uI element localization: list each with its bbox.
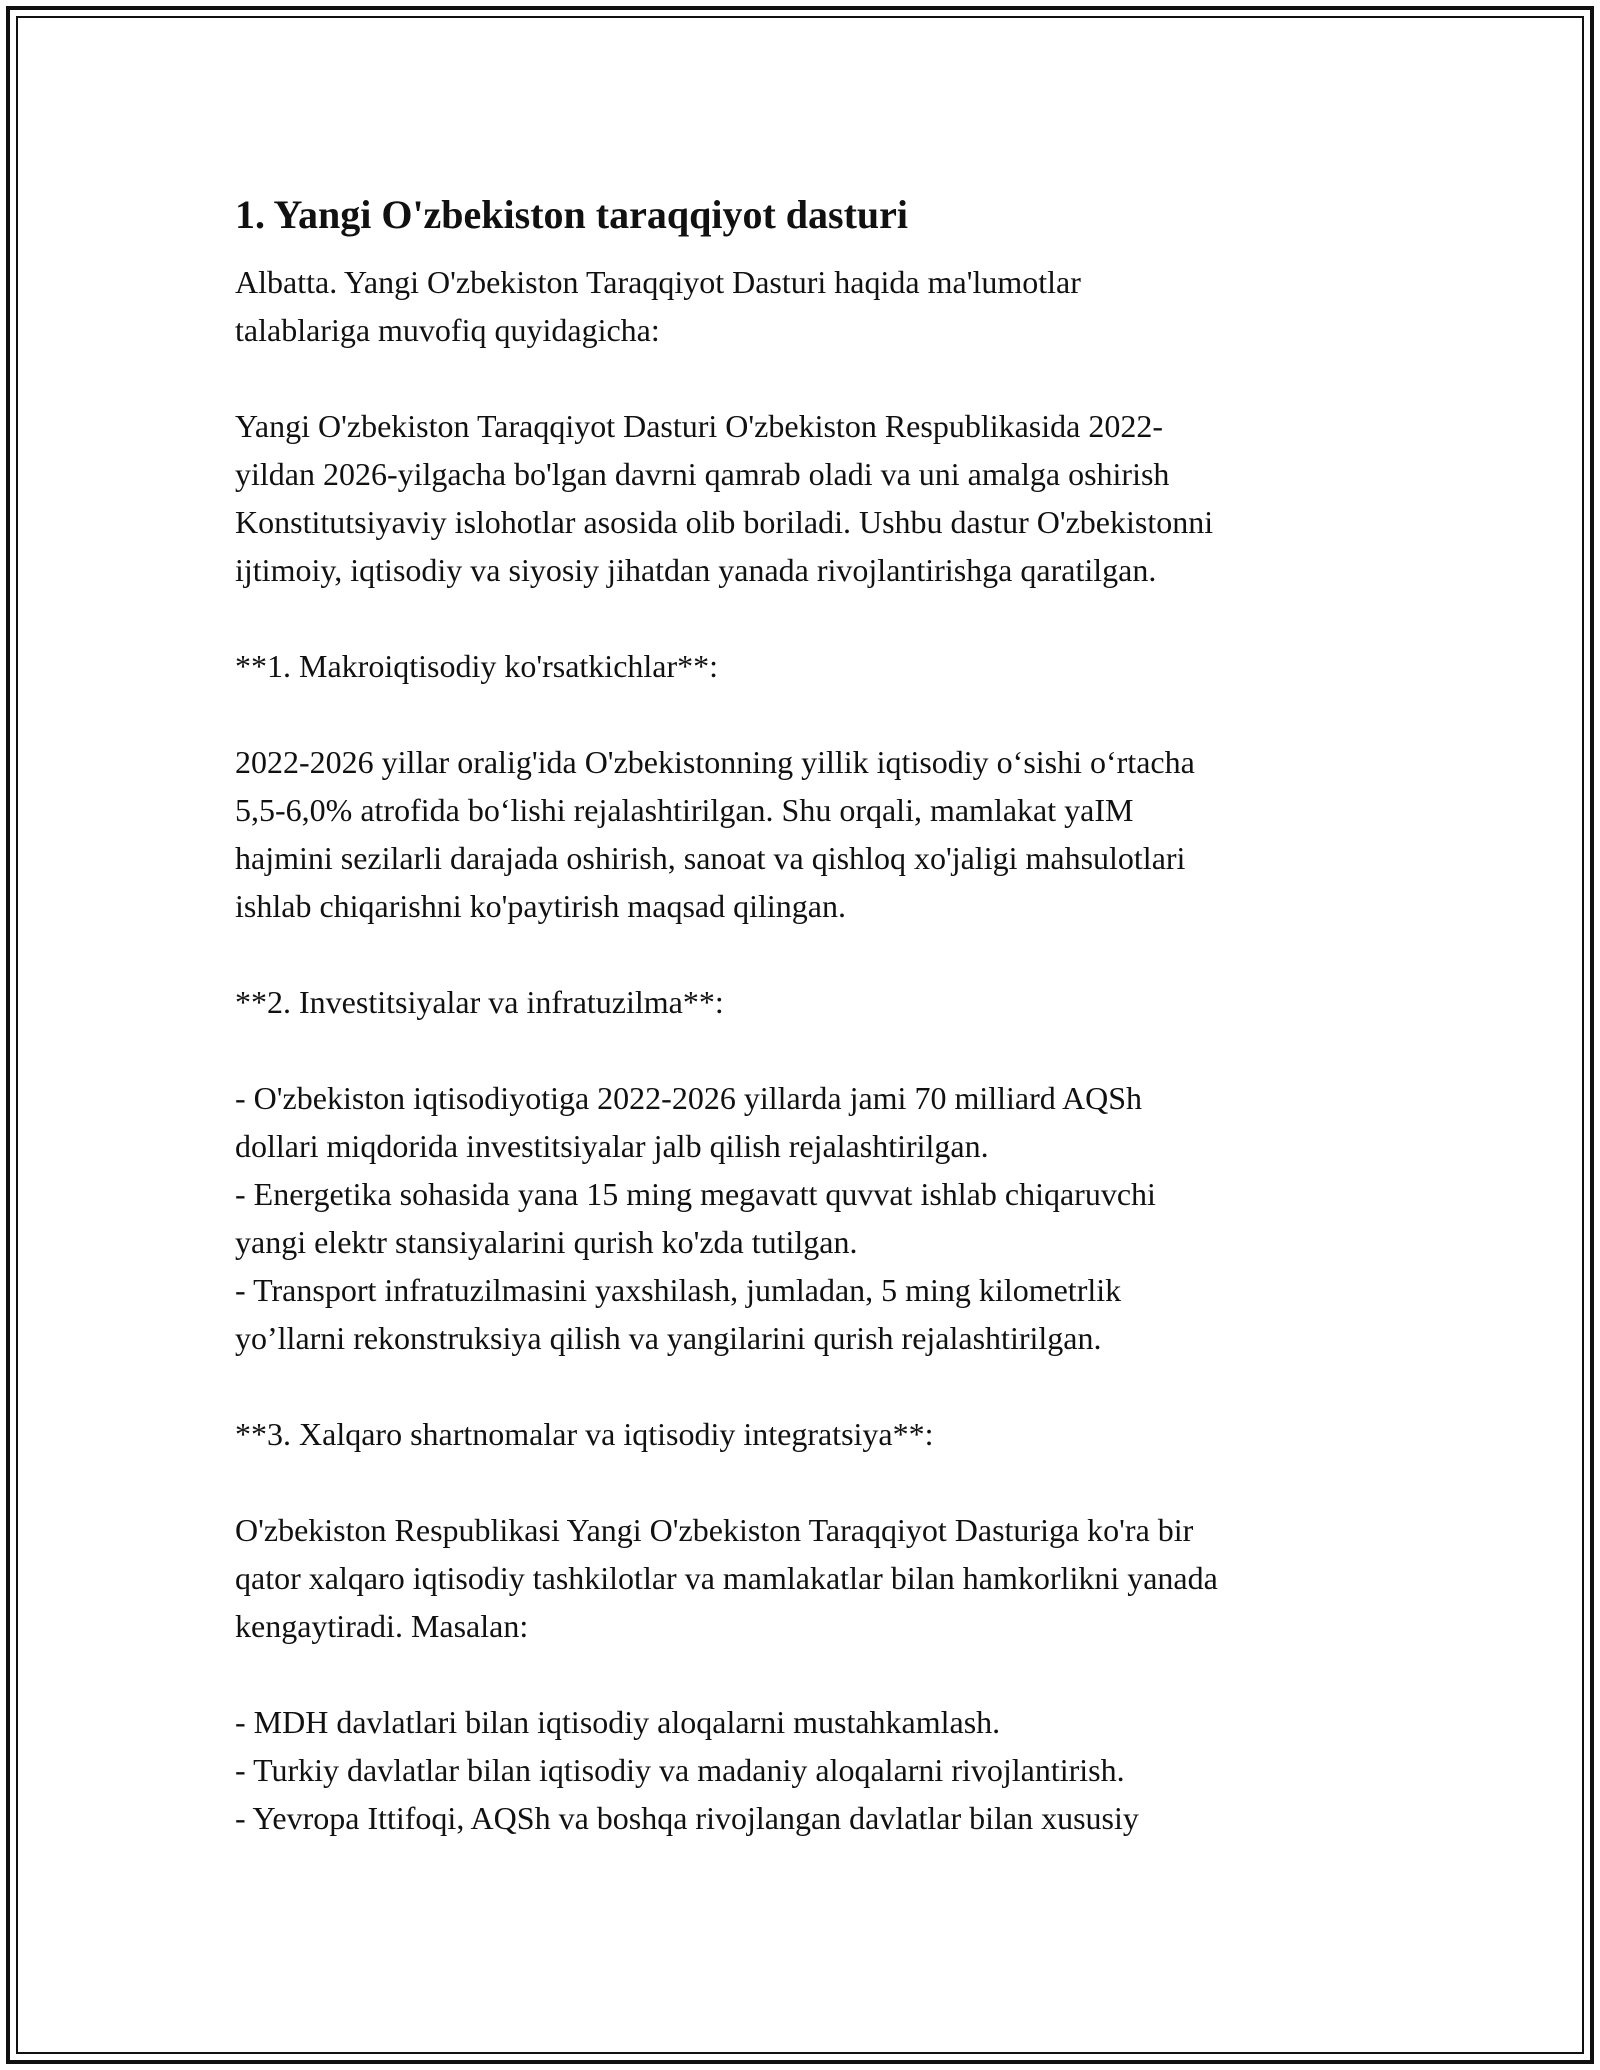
paragraph-spacer [235, 1458, 1385, 1506]
international-list: - MDH davlatlari bilan iqtisodiy aloqalarni mustahkamlash. - Turkiy davlatlar bilan iqtisodiy va madaniy aloqalarni rivojlantirish. - Yevropa Ittifoqi, AQSh va boshqa rivojlangan davlatlar bilan xususiy [235, 1704, 1139, 1836]
section-heading-macroeconomics: **1. Makroiqtisodiy ko'rsatkichlar**: [235, 648, 719, 684]
intro-paragraph: Albatta. Yangi O'zbekiston Taraqqiyot Dasturi haqida ma'lumotlar talablariga muvofiq quyidagicha: [235, 264, 1081, 348]
document-body [235, 186, 1385, 1842]
section-heading-international: **3. Xalqaro shartnomalar va iqtisodiy integratsiya**: [235, 1416, 934, 1452]
section-heading-investments: **2. Investitsiyalar va infratuzilma**: [235, 984, 724, 1020]
macroeconomics-paragraph: 2022-2026 yillar oralig'ida O'zbekistonning yillik iqtisodiy o‘sishi o‘rtacha 5,5-6,0% atrofida bo‘lishi rejalashtirilgan. Shu orqali, mamlakat yaIM hajmini sezilarli darajada oshirish, sanoat va qishloq xo'jaligi mahsulotlari ishlab chiqarishni ko'paytirish maqsad qilingan. [235, 744, 1195, 924]
program-overview-paragraph: Yangi O'zbekiston Taraqqiyot Dasturi O'zbekiston Respublikasida 2022- yildan 2026-yilgacha bo'lgan davrni qamrab oladi va uni amalga oshirish Konstitutsiyaviy islohotlar asosida olib boriladi. Ushbu dastur O'zbekistonni ijtimoiy, iqtisodiy va siyosiy jihatdan yanada rivojlantirishga qaratilgan. [235, 408, 1214, 588]
international-paragraph: O'zbekiston Respublikasi Yangi O'zbekiston Taraqqiyot Dasturiga ko'ra bir qator xalqaro iqtisodiy tashkilotlar va mamlakatlar bilan hamkorlikni yanada kengaytiradi. Masalan: [235, 1512, 1218, 1644]
paragraph-spacer [235, 354, 1385, 402]
paragraph-spacer [235, 690, 1385, 738]
paragraph-spacer [235, 594, 1385, 642]
paragraph-spacer [235, 1650, 1385, 1698]
investments-list: - O'zbekiston iqtisodiyotiga 2022-2026 yillarda jami 70 milliard AQSh dollari miqdorida investitsiyalar jalb qilish rejalashtirilgan. - Energetika sohasida yana 15 ming megavatt quvvat ishlab chiqaruvchi yangi elektr stansiyalarini qurish ko'zda tutilgan. - Transport infratuzilmasini yaxshilash, jumladan, 5 ming kilometrlik yo’llarni rekonstruksiya qilish va yangilarini qurish rejalashtirilgan. [235, 1080, 1156, 1356]
paragraph-spacer [235, 1026, 1385, 1074]
paragraph-spacer [235, 1362, 1385, 1410]
paragraph-spacer [235, 930, 1385, 978]
document-title: 1. Yangi O'zbekiston taraqqiyot dasturi [235, 192, 909, 237]
